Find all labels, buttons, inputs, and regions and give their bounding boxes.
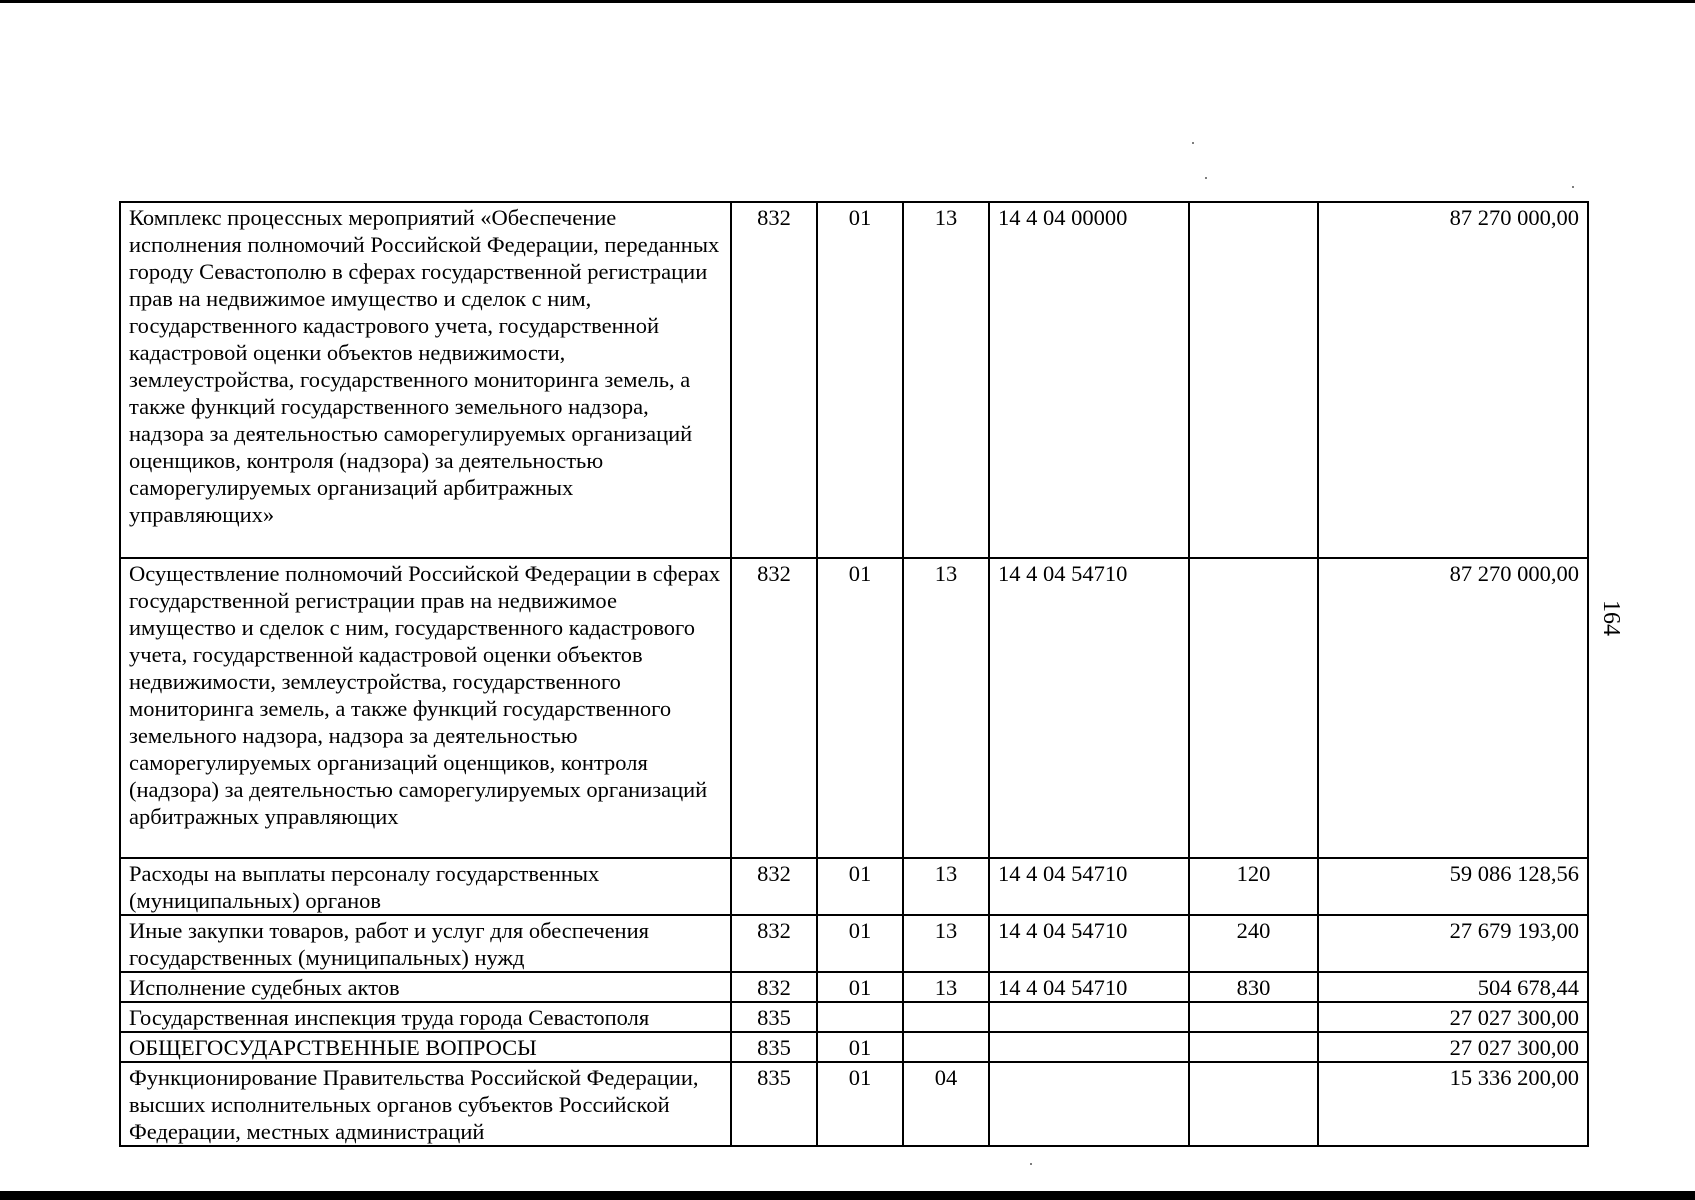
ministry-code: 835 xyxy=(731,1032,817,1062)
section-code: 01 xyxy=(817,558,903,858)
target-article-code xyxy=(989,1032,1189,1062)
section-code: 01 xyxy=(817,972,903,1002)
row-name: Иные закупки товаров, работ и услуг для обеспечения государственных (муниципальных) нужд xyxy=(120,915,731,972)
amount: 59 086 128,56 xyxy=(1318,858,1588,915)
target-article-code: 14 4 04 54710 xyxy=(989,558,1189,858)
section-code: 01 xyxy=(817,202,903,558)
section-code: 01 xyxy=(817,1062,903,1146)
expense-type-code: 240 xyxy=(1189,915,1318,972)
expense-type-code xyxy=(1189,558,1318,858)
amount: 27 027 300,00 xyxy=(1318,1032,1588,1062)
subsection-code xyxy=(903,1032,989,1062)
scan-speck xyxy=(1205,177,1207,179)
subsection-code: 13 xyxy=(903,202,989,558)
target-article-code: 14 4 04 54710 xyxy=(989,915,1189,972)
table-row xyxy=(120,202,1588,558)
subsection-code: 13 xyxy=(903,558,989,858)
row-name: Комплекс процессных мероприятий «Обеспечение исполнения полномочий Российской Федерации, переданных городу Севастополю в сферах государственной регистрации прав на недвижимое имущество и сделок с ним, государственного кадастрового учета, государственной кадастровой оценки объектов недвижимости, землеустройства, государственного мониторинга земель, а также функций государственного земельного надзора, надзора за деятельностью саморегулируемых организаций оценщиков, контроля (надзора) за деятельностью саморегулируемых организаций арбитражных управляющих» xyxy=(120,202,731,558)
ministry-code: 832 xyxy=(731,558,817,858)
page-number: 164 xyxy=(1598,600,1624,636)
subsection-code: 04 xyxy=(903,1062,989,1146)
amount: 27 679 193,00 xyxy=(1318,915,1588,972)
table-row xyxy=(120,1062,1588,1146)
row-name: Расходы на выплаты персоналу государственных (муниципальных) органов xyxy=(120,858,731,915)
subsection-code: 13 xyxy=(903,915,989,972)
row-name: Осуществление полномочий Российской Федерации в сферах государственной регистрации прав на недвижимое имущество и сделок с ним, государственного кадастрового учета, государственной кадастровой оценки объектов недвижимости, землеустройства, государственного мониторинга земель, а также функций государственного земельного надзора, надзора за деятельностью саморегулируемых организаций оценщиков, контроля (надзора) за деятельностью саморегулируемых организаций арбитражных управляющих xyxy=(120,558,731,858)
table-row xyxy=(120,558,1588,858)
table-row xyxy=(120,915,1588,972)
amount: 27 027 300,00 xyxy=(1318,1002,1588,1032)
budget-table xyxy=(119,201,1589,1147)
ministry-code: 832 xyxy=(731,972,817,1002)
scan-speck xyxy=(1030,1163,1032,1165)
row-name: ОБЩЕГОСУДАРСТВЕННЫЕ ВОПРОСЫ xyxy=(120,1032,731,1062)
ministry-code: 835 xyxy=(731,1062,817,1146)
expense-type-code: 120 xyxy=(1189,858,1318,915)
expense-type-code: 830 xyxy=(1189,972,1318,1002)
ministry-code: 832 xyxy=(731,915,817,972)
section-code: 01 xyxy=(817,915,903,972)
amount: 504 678,44 xyxy=(1318,972,1588,1002)
amount: 87 270 000,00 xyxy=(1318,558,1588,858)
table-row xyxy=(120,1032,1588,1062)
table-row xyxy=(120,858,1588,915)
section-code xyxy=(817,1002,903,1032)
scan-speck xyxy=(1572,186,1574,188)
subsection-code: 13 xyxy=(903,858,989,915)
target-article-code: 14 4 04 54710 xyxy=(989,858,1189,915)
ministry-code: 832 xyxy=(731,858,817,915)
row-name: Государственная инспекция труда города Севастополя xyxy=(120,1002,731,1032)
ministry-code: 835 xyxy=(731,1002,817,1032)
table-row xyxy=(120,1002,1588,1032)
subsection-code xyxy=(903,1002,989,1032)
expense-type-code xyxy=(1189,1062,1318,1146)
expense-type-code xyxy=(1189,1032,1318,1062)
target-article-code: 14 4 04 54710 xyxy=(989,972,1189,1002)
target-article-code: 14 4 04 00000 xyxy=(989,202,1189,558)
target-article-code xyxy=(989,1002,1189,1032)
amount: 87 270 000,00 xyxy=(1318,202,1588,558)
subsection-code: 13 xyxy=(903,972,989,1002)
ministry-code: 832 xyxy=(731,202,817,558)
amount: 15 336 200,00 xyxy=(1318,1062,1588,1146)
row-name: Исполнение судебных актов xyxy=(120,972,731,1002)
row-name: Функционирование Правительства Российской Федерации, высших исполнительных органов субъектов Российской Федерации, местных администраций xyxy=(120,1062,731,1146)
target-article-code xyxy=(989,1062,1189,1146)
scan-speck xyxy=(1192,142,1194,144)
section-code: 01 xyxy=(817,858,903,915)
expense-type-code xyxy=(1189,202,1318,558)
expense-type-code xyxy=(1189,1002,1318,1032)
table-row xyxy=(120,972,1588,1002)
scan-edge-bottom xyxy=(0,1191,1695,1200)
scan-edge-top xyxy=(0,0,1695,3)
section-code: 01 xyxy=(817,1032,903,1062)
